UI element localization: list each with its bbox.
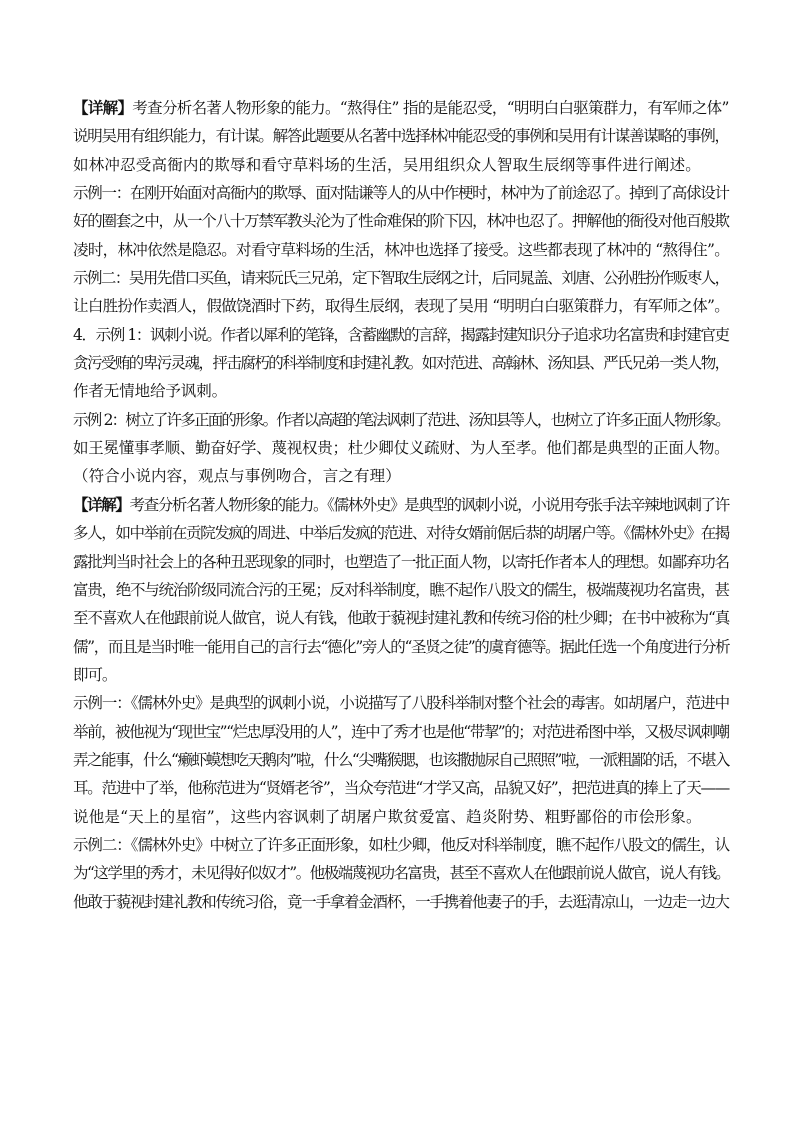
text-line: 他敢于藐视封建礼教和传统习俗，竟一手拿着金酒杯，一手携着他妻子的手，去逛清凉山，一边走一边大 <box>73 892 729 911</box>
section-marker: 【详解】 <box>73 494 130 514</box>
text-line: 多人，如中举前在贡院发疯的周进、中举后发疯的范进、对待女婿前倨后恭的胡屠户等。《儒林外史》在揭 <box>73 524 729 543</box>
text-line: 儒”，而且是当时唯一能用自己的言行去“德化”旁人的“圣贤之徒”的虞育德等。据此任选一个角度进行分析 <box>73 637 730 656</box>
text-line: 示例一：《儒林外史》是典型的讽刺小说，小说描写了八股科举制对整个社会的毒害。如胡屠户，范进中 <box>73 694 730 713</box>
text-line: 即可。 <box>73 665 117 684</box>
text-line: 作者无情地给予讽刺。 <box>73 382 228 401</box>
section-marker: 【详解】 <box>73 98 133 117</box>
text-line: 示例二：《儒林外史》中树立了许多正面形象，如杜少卿，他反对科举制度，瞧不起作八股文的儒生，认 <box>73 835 730 854</box>
text-line: 示例一：在刚开始面对高衙内的欺辱、面对陆谦等人的从中作梗时，林冲为了前途忍了。掉到了高俅设计 <box>73 184 729 203</box>
text-line: 至不喜欢人在他跟前说人做官，说人有钱，他敢于藐视封建礼教和传统习俗的杜少卿；在书中被称为“真 <box>73 609 730 628</box>
text-line: 让白胜扮作卖酒人，假做饶酒时下药，取得生辰纲，表现了吴用 “明明白白驱策群力，有军师之体”。 <box>73 297 730 316</box>
text-line: 如林冲忍受高衙内的欺辱和看守草料场的生活，吴用组织众人智取生辰纲等事件进行阐述。 <box>73 155 702 174</box>
text-line: 举前，被他视为“现世宝”“烂忠厚没用的人”，连中了秀才也是他“带挈”的；对范进希图中举，又极尽讽刺嘲 <box>73 722 729 741</box>
document-body <box>73 94 733 916</box>
text-line: 弄之能事，什么“癞虾蟆想吃天鹅肉”啦，什么“尖嘴猴腮，也该撒抛尿自己照照”啦，一派粗鄙的话，不堪入 <box>73 750 729 769</box>
text-line: 露批判当时社会上的各种丑恶现象的同时，也塑造了一批正面人物，以寄托作者本人的理想。如鄙弃功名 <box>73 552 729 571</box>
text-line: 为“这学里的秀才，未见得好似奴才”。他极端蔑视功名富贵，甚至不喜欢人在他跟前说人做官，说人有钱。 <box>73 864 730 883</box>
text-line: 示例二：吴用先借口买鱼，请来阮氏三兄弟，定下智取生辰纲之计，后同晁盖、刘唐、公孙胜扮作贩枣人， <box>73 269 729 288</box>
text-line: 4．示例 1：讽刺小说。作者以犀利的笔锋，含蓄幽默的言辞，揭露封建知识分子追求功名富贵和封建官吏 <box>73 325 729 344</box>
text-line: 说明吴用有组织能力，有计谋。解答此题要从名著中选择林冲能忍受的事例和吴用有计谋善谋略的事例， <box>73 127 729 146</box>
text-line: 说他是“天上的星宿”，这些内容讽刺了胡屠户欺贫爱富、趋炎附势、粗野鄙俗的市侩形象。 <box>73 807 702 826</box>
text-line: 富贵，绝不与统治阶级同流合污的王冕；反对科举制度，瞧不起作八股文的儒生，极端蔑视功名富贵，甚 <box>73 580 729 599</box>
text-line: 凌时，林冲依然是隐忍。对看守草料场的生活，林冲也选择了接受。这些都表现了林冲的 “熬得住”。 <box>73 240 730 259</box>
text-line: 好的圈套之中，从一个八十万禁军教头沦为了性命难保的阶下囚，林冲也忍了。押解他的衙役对他百般欺 <box>73 212 729 231</box>
text-line: 如王冕懂事孝顺、勤奋好学、蔑视权贵；杜少卿仗义疏财、为人至孝。他们都是典型的正面人物。 <box>73 439 730 458</box>
text-line: 【详解】考查分析名著人物形象的能力。“熬得住” 指的是能忍受，“明明白白驱策群力，有军师之体” <box>73 98 729 117</box>
text-line: 耳。范进中了举，他称范进为“贤婿老爷”，当众夸范进“才学又高，品貌又好”，把范进真的捧上了天—— <box>73 779 730 798</box>
text-line: （符合小说内容，观点与事例吻合，言之有理） <box>73 467 401 486</box>
text-line: 贪污受贿的卑污灵魂，抨击腐朽的科举制度和封建礼教。如对范进、高翰林、汤知县、严氏兄弟一类人物， <box>73 354 729 373</box>
text-line: 示例 2：树立了许多正面的形象。作者以高超的笔法讽刺了范进、汤知县等人，也树立了许多正面人物形象。 <box>73 410 729 429</box>
text-line: 【详解】考查分析名著人物形象的能力。《儒林外史》是典型的讽刺小说，小说用夸张手法辛辣地讽刺了许 <box>73 494 729 514</box>
